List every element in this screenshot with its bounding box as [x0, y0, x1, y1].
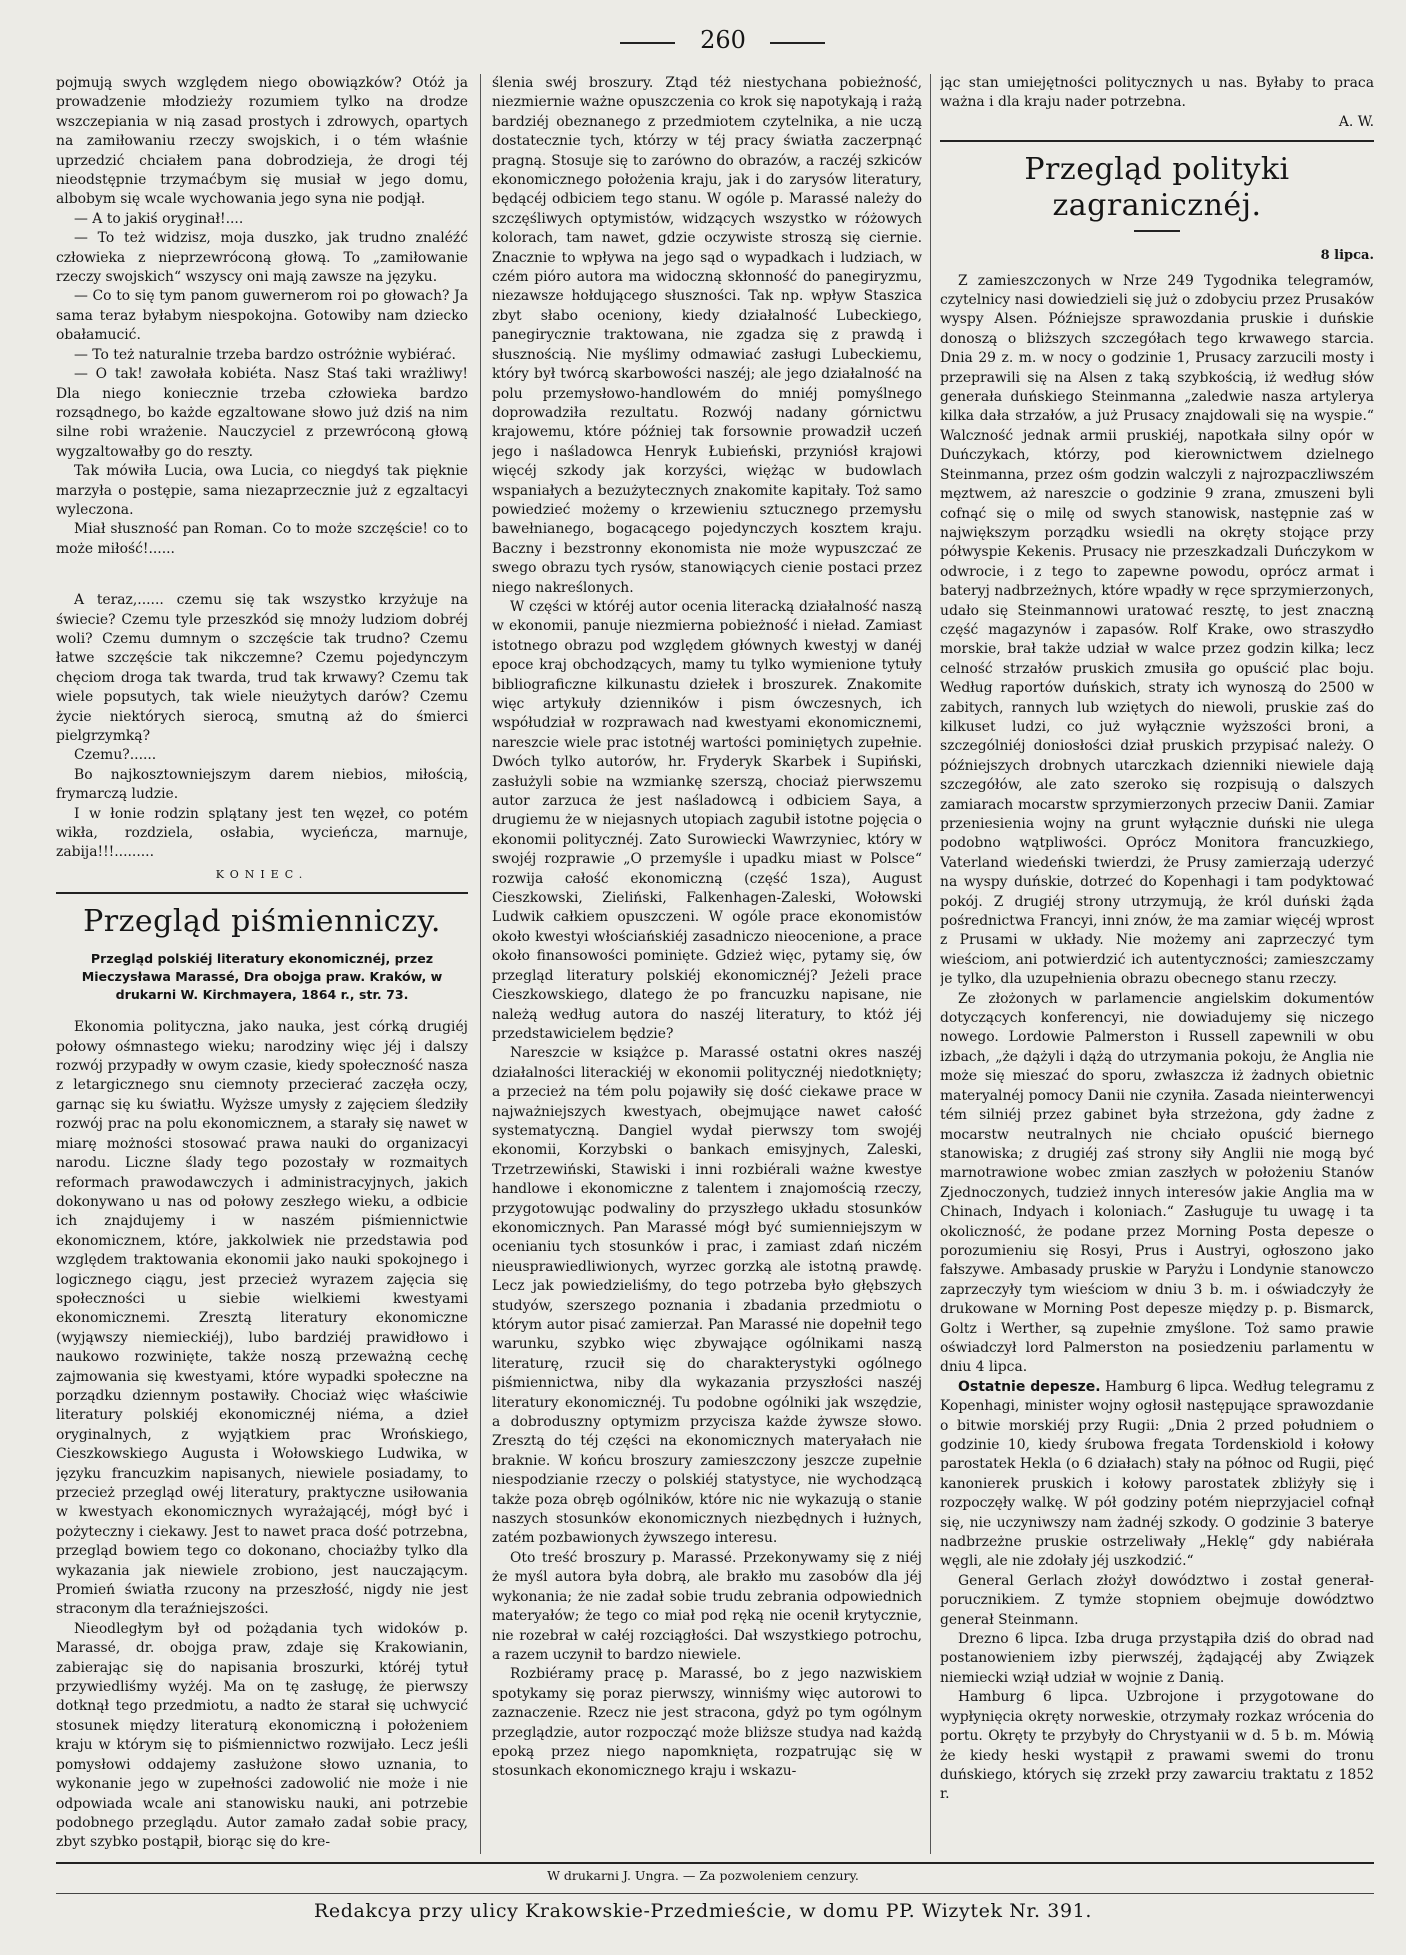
- paragraph: Czemu?......: [74, 747, 157, 764]
- column-divider-1: [480, 74, 481, 1854]
- paragraph: Hamburg 6 lipca. Uzbrojone i przygotowane do wypłynięcia okręty norweskie, otrzymały rozkaz wrócenia do portu. Okręty te przybyły do Chrystyanii w d. 5 b. m. Mówią że kiedy heski wystąpił z prawami swemi do tronu duńskiego, których się zrzekł przy zawarciu traktatu z 1852 r.: [940, 1689, 1374, 1803]
- section-title: Przegląd piśmienniczy.: [83, 904, 441, 940]
- footer-rule-2: [56, 1893, 1374, 1894]
- signature-row: [940, 113, 1374, 132]
- dialogue-line: — A to jakiś oryginał!....: [74, 210, 244, 227]
- paragraph: ślenia swéj broszury. Ztąd téż niestychana pobieżność, niezmiernie ważne opuszczenia co krok się napotykają i rażą bardziéj obeznanego z przedmiotem czytelnika, a nie uczą dostatecznie tych, którzy w téj pracy światła zaczerpnąć pragną. Stosuje się to zarówno do obrazów, a raczéj szkiców ekonomicznego położenia kraju, jak i do zarysów literatury, będącéj odbiciem tego stanu. W ogóle p. Marassé należy do szczęśliwych optymistów, widzących wszystko w różowych kolorach, tam nawet, gdzie oczywiste stroszą się ciernie. Znacznie to wpływa na jego sąd o wypadkach i ludziach, w czém pióro autora ma widoczną skłonność do panegiryzmu, niezawsze hołdującego słuszności. Tak np. wpływ Staszica zbyt słabo oceniony, kiedy działalność Lubeckiego, panegirycznie traktowana, nie zgadza się z prawdą i słusznością. Nie myślimy odmawiać zasługi Lubeckiemu, który był twórcą skarbowości naszéj; ale jego działalność na polu przemysłowo-handlowém do mniéj pomyślnego doprowadziła rezultatu. Rozwój nadany górnictwu krajowemu, które później tak forsownie prowadził uczeń jego i naśladowca Henryk Łubieński, przyniósł krajowi więcéj szkody jak korzyści, więżąc w budowlach wspaniałych a bezużytecznych znakomite kapitały. Toż samo powiedzieć możemy o krzewieniu sztucznego przemysłu bawełnianego, bogacącego pojedynczych kosztem kraju. Baczny i bezstronny ekonomista nie może wypuszczać ze swego obrazu tych rysów, stanowiących cienie postaci przez niego nakreślonych.: [492, 75, 922, 596]
- dateline: 8 lipca.: [1320, 248, 1374, 264]
- column-1: [56, 74, 468, 1854]
- page-number: 260: [700, 26, 746, 54]
- paragraph: Rozbiéramy pracę p. Marassé, bo z jego nazwiskiem spotykamy się poraz pierwszy, winniśmy więc autorowi to zaznaczenie. Rzecz nie jest stracona, gdyż po tym ogólnym przeglądzie, autor rozpocząć może bliższe studya nad każdą epoką przez niego napomknięta, rozpatrując się w stosunkach ekonomicznego kraju i wskazu-: [492, 1666, 922, 1780]
- title-rule: [1134, 230, 1180, 232]
- paragraph: I w łonie rodzin splątany jest ten węzeł, co potém wikła, rozdziela, osłabia, wycieńcza, marnuje, zabija!!!.........: [56, 805, 468, 861]
- column-2: [492, 74, 922, 1854]
- dispatches-label: Ostatnie depesze.: [958, 1378, 1101, 1395]
- column-3: [940, 74, 1374, 1854]
- paragraph: Bo najkosztowniejszym darem niebios, miłością, frymarczą ludzie.: [56, 766, 468, 803]
- header-rule-right: [770, 42, 825, 44]
- footer-rule: [56, 1862, 1374, 1864]
- header-rule-left: [620, 42, 675, 44]
- dialogue-line: — To też widzisz, moja duszko, jak trudno znaléźć człowieka z nieprzewróconą głową. To „zamiłowanie rzeczy swojskich“ wszyscy oni mają zawsze na języku.: [56, 230, 468, 286]
- paragraph: Z zamieszczonych w Nrze 249 Tygodnika telegramów, czytelnicy nasi dowiedzieli się już o zdobyciu przez Prusaków wyspy Alsen. Późniejsze sprawozdania pruskie i duńskie donoszą o bliższych szczegółach tego krwawego starcia. Dnia 29 z. m. w nocy o godzinie 1, Prusacy zarzucili mosty i przeprawili się na Alsen z taką szybkością, iż według słów generała duńskiego Steinmanna „zaledwie nasza artylerya kilka dała strzałów, a już Prusacy znajdowali się na wyspie.“ Walczność jednak armii pruskiéj, napotkała silny opór w Duńczykach, którzy, pod kierownictwem dzielnego Steinmanna, przez ośm godzin walczyli z najrozpaczliwszém męztwem, aż nareszcie o godzinie 9 zrana, zmuszeni byli cofnąć się o milę od swych stanowisk, następnie zaś w największym porządku wsiedli na okręty stojące przy półwyspie Kekenis. Prusacy nie przeszkadzali Duńczykom w odwrocie, i z tego to zapewne powodu, oprócz armat i bateryj nadbrzeżnych, które wpadły w ręce sprzymierzonych, udało się Steinmannowi uratować resztę, to jest znaczną część magazynów i zapasów. Rolf Krake, owo straszydło morskie, brał także udział w walce przez godzin kilka; lecz celność strzałów pruskich zmusiła go opuścić plac boju. Według raportów duńskich, straty ich wynoszą do 2500 w zabitych, rannych lub wziętych do niewoli, pruskie zaś do kilkuset ludzi, co już wyłącznie wyższości broni, a szczególniéj doniosłości dział pruskich przypisać należy. O późniejszych drobnych utarczkach dzienniki niewiele dają szczegółów, ale zato szeroko się rozpisują o dalszych zamiarach mocarstw sprzymierzonych przeciw Danii. Zamiar przeniesienia wojny na grunt wyłącznie duński nie ulega podobno wątpliwości. Oprócz Monitora francuzkiego, Vaterland wiedeński twierdzi, że Prusy zamierzają uderzyć na wyspy duńskie, dotrzeć do Kopenhagi i tam podyktować pokój. Z drugiéj strony utrzymują, że król duński żąda pośrednictwa Francyi, inni znów, że ma zamiar więcéj wprost z Prusami w układy. Nie możemy ani zaprzeczyć tym wieściom, ani potwierdzić ich autentyczności; zamieszczamy je tylko, dla uzupełnienia obrazu obecnego stanu rzeczy.: [940, 272, 1374, 988]
- dialogue-line: — Co to się tym panom guwernerom roi po głowach? Ja sama teraz byłabym niespokojna. Gotowiby nam dziecko obałamucić.: [56, 288, 468, 344]
- paragraph: Miał słuszność pan Roman. Co to może szczęście! co to może miłość!......: [56, 521, 468, 557]
- section-rule: [940, 140, 1374, 142]
- paragraph: Ze złożonych w parlamencie angielskim dokumentów dotyczących konferencyi, nie dowiadujemy się niczego nowego. Lordowie Palmerston i Russell zapewnili w obu izbach, „że dążyli i dążą do utrzymania pokoju, że Anglia nie może się mieszać do sporu, zwłaszcza iż żadnych obietnic materyalnéj pomocy Danii nie czyniła. Zasada nieinterwencyi tém silniéj przez gabinet była strzeżona, gdy żadne z mocarstw neutralnych nie chciało opuścić biernego stanowiska; z drugiéj zaś strony siły Anglii nie mogą być marnotrawione wobec zmian zaszłych w położeniu Stanów Zjednoczonych, tudzież innych interesów jakie Anglia ma w Chinach, Indyach i koloniach.“ Zasługuje tu uwagę i ta okoliczność, że podane przez Morning Posta depesze o porozumieniu się Rosyi, Prus i Austryi, ogłoszono jako fałszywe. Ambasady pruskie w Paryżu i Londynie stanowczo zaprzeczyły tym wieściom w dniu 3 b. m. i oświadczyły że drukowane w Morning Post depesze między p. p. Bismarck, Goltz i Werther, są zupełnie zmyślone. Toż samo prawie oświadczył lord Palmerston na posiedzeniu parlamentu w dniu 4 lipca.: [940, 990, 1374, 1376]
- dialogue-line: — O tak! zawołała kobiéta. Nasz Staś taki wrażliwy! Dla niego koniecznie trzeba człowieka bardzo rozsądnego, bo każde egzaltowane słowo już dziś na nim silne robi wrażenie. Nauczyciel z przewróconą głową wygzaltowałby go do reszty.: [56, 366, 468, 460]
- paragraph: Nareszcie w książce p. Marassé ostatni okres naszéj działalności literackiéj w ekonomii politycznéj niedotknięty; a przecież na tém polu pojawiły się dość ciekawe prace w najważniejszych kwestyach, obejmujące nawet całość systematyczną. Dangiel wydał pierwszy tom swojéj ekonomii, Korzybski o bankach emisyjnych, Zaleski, Trzetrzewiński, Stawiski i inni rozbiérali ważne kwestye handlowe i ekonomiczne z talentem i znajomością rzeczy, przygotowując podwaliny do przyszłego układu stosunków ekonomicznych. Pan Marassé mógł być sumienniejszym w ocenianiu tych stosunków i prac, i zamiast zdań niczém nieusprawiedliwionych, wyrzec gorzką ale istotną prawdę. Lecz jak powiedzieliśmy, do tego potrzeba było głębszych studyów, szerszego poznania i zbadania przedmiotu o którym autor pisać zamierzał. Pan Marassé nie dopełnił tego warunku, szybko więc zbywające ogólnikami naszą literaturę, rzucił się do charakterystyki ogólnego piśmiennictwa, niby dla wykazania przyszłości naszéj literatury ekonomicznéj. Tu podobne ogólniki jak wszędzie, a dobroduszny optymizm przycisza każde żywsze słowo. Zresztą do téj części na ekonomicznych materyałach nie braknie. W końcu broszury zamieszczony jeszcze zupełnie niespodzianie rzeczy o polskiéj statystyce, nie wychodzącą także poza obręb ogólników, które nic nie wykazują o stanie naszych stosunków ekonomicznych niezbędnych i łużnych, zatém pozbawionych żywszego interesu.: [492, 1045, 922, 1547]
- paragraph: pojmują swych względem niego obowiązków? Otóż ja prowadzenie młodzieży rozumiem tylko na drodze wszczepiania w nią zasad prostych i zdrowych, opartych na zamiłowaniu rzeczy swojskich, i o tém właśnie uprzedzić chciałem pana dobrodzieja, że drogi téj nieodstępnie trzymaćbym się musiał w jego domu, albobym się wcale wychowania jego syna nie podjął.: [56, 75, 468, 208]
- paragraph: Tak mówiła Lucia, owa Lucia, co niegdyś tak pięknie marzyła o postępie, sama niezaprzecznie już z egzaltacyi wyleczona.: [56, 463, 468, 518]
- section-title: Przegląd polityki zagranicznéj.: [1024, 152, 1290, 224]
- paragraph: W części w któréj autor ocenia literacką działalność naszą w ekonomii, panuje niezmierna pobieżność i nieład. Zamiast istotnego obrazu pod względem głównych kwestyj w danéj epoce kraj obchodzących, mamy tu tylko wymienione tytuły bibliograficzne kilkunastu dziełek i broszurek. Znakomite więc artykuły dzienników i pism ówczesnych, ich współudział w rozprawach nad kwestyami ekonomicznemi, nareszcie wiele prac istotnéj wartości pominiętych zupełnie. Dwóch tylko autorów, hr. Fryderyk Skarbek i Supiński, zasłużyli sobie na wzmiankę szerszą, chociaż pierwszemu autor zarzuca że jest naśladowcą i odbiciem Saya, a drugiemu że w niejasnych utopiach zagubił istotne pojęcia o ekonomii politycznéj. Zato Surowiecki Wawrzyniec, który w swojéj rozprawie „O przemyśle i upadku miast w Polsce“ rozwija całość ekonomiczną (część 1sza), August Cieszkowski, Zieliński, Falkenhagen-Zaleski, Wołowski Ludwik całkiem opuszczeni. W ogóle prace ekonomistów około kwestyi włościańskiéj zasadniczo nieocenione, a prace około finansowości pominięte. Gdzież więc, pytamy się, ów przegląd literatury polskiéj ekonomicznéj? Jeżeli prace Cieszkowskiego, dlatego że po francuzku napisane, nie należą według autora do naszéj literatury, to któż jéj przedstawicielem będzie?: [492, 598, 922, 1042]
- book-title: Przegląd polskiéj literatury ekonomicznéj, przez Mieczysława Marassé, Dra obojga praw. Kraków, w drukarni W. Kirchmayera, 1864 r., str. 73.: [81, 951, 443, 1003]
- column-divider-2: [930, 74, 931, 1854]
- author-initials: A. W.: [1338, 113, 1374, 130]
- section-rule: [56, 892, 468, 894]
- dialogue-line: — To też naturalnie trzeba bardzo ostróżnie wybiérać.: [74, 346, 456, 363]
- end-marker: KONIEC.: [215, 867, 309, 881]
- paragraph: Nieodległym był od pożądania tych widoków p. Marassé, dr. obojga praw, zdaje się Krakowianin, zabierając się do napisania broszurki, któréj tytuł przywiedliśmy wyżéj. Ma on tę zasługę, że pierwszy dotknął tego przedmiotu, a nadto że starał się uchwycić stosunek między literaturą ekonomiczną i położeniem kraju w którym się to piśmiennictwo rozwijało. Lecz jeśli pomysłowi oddajemy zasłużone słowo uznania, to wykonanie jego w zupełności zadowolić nie może i nie odpowiada wcale ani stanowisku nauki, ani potrzebie podobnego przeglądu. Autor zamało zadał sobie pracy, zbyt szybko postąpił, biorąc się do kre-: [56, 1620, 468, 1851]
- editorial-address: Redakcya przy ulicy Krakowskie-Przedmieście, w domu PP. Wizytek Nr. 391.: [313, 1900, 1092, 1922]
- paragraph: General Gerlach złożył dowództwo i został generał-porucznikiem. Z tymże stopniem obejmuje dowództwo generał Steinmann.: [940, 1572, 1374, 1628]
- spacer: [56, 559, 468, 591]
- paragraph: A teraz,...... czemu się tak wszystko krzyżuje na świecie? Czemu tyle przeszkód się mnoży ludziom dobréj woli? Czemu dumnym o szczęście tak trudno? Czemu łatwe szczęście tak nikczemne? Czemu pojedynczym chęciom droga tak twarda, trud tak krwawy? Czemu tak wiele popsutych, tak wiele nieużytych darów? Czemu życie niektórych sierocą, smutną aż do śmierci pielgrzymką?: [56, 592, 468, 744]
- paragraph: Oto treść broszury p. Marassé. Przekonywamy się z niéj że myśl autora była dobrą, ale brakło mu zasobów dla jéj wykonania; że nie zadał sobie trudu zebrania odpowiednich materyałów; że tego co miał pod ręką nie ocenił krytycznie, nie rozebrał w całéj rozciągłości. Dał wszystkiego potrochu, a razem uczynił to bardzo niewiele.: [492, 1549, 922, 1663]
- paragraph: jąc stan umiejętności politycznych u nas. Byłaby to praca ważna i dla kraju nader potrzebna.: [940, 75, 1374, 111]
- latest-dispatches: [940, 1378, 1374, 1572]
- dispatch-text: Hamburg 6 lipca. Według telegramu z Kopenhagi, minister wojny ogłosił następujące sprawozdanie o bitwie morskiéj przy Rugii: „Dnia 2 przed południem o godzinie 10, kiedy śrubowa fregata Tordenskiold i kołowy parostatek Hekla (o 6 działach) stały na północ od Rugii, pięć kanonierek pruskich i kołowy parostatek zbliżyły się i rozpoczęły walkę. W pół godziny potém nieprzyjaciel cofnął się, nie uczyniwszy nam żadnéj szkody. O godzinie 3 bateryе nadbrzeżne pruskie ostrzeliwały „Heklę“ gdy nabiérała węgli, ale nie zdołały jéj uszkodzić.“: [940, 1378, 1374, 1570]
- paragraph: Ekonomia polityczna, jako nauka, jest córką drugiéj połowy ośmnastego wieku; narodziny więc jéj i dalszy rozwój przypadły w owym czasie, kiedy społeczność nasza z letargicznego snu ciemnoty przecierać zaczęła oczy, garnąc się ku światłu. Wyższe umysły z zajęciem śledziły rozwój prac na polu ekonomicznem, a starały się nawet w miarę możności stosować prawa nauki do organizacyi narodu. Liczne ślady tego pozostały w rozmaitych reformach prawodawczych i administracyjnych, jakich dokonywano u nas od połowy zeszłego wieku, a odbicie ich znajdujemy i w naszém piśmiennictwie ekonomicznem, które, jakkolwiek nie przedstawia pod względem traktowania ekonomii jako nauki spokojnego i logicznego ciągu, jest przecież wyrazem zajęcia się społeczności u siebie wielkiemi kwestyami ekonomicznemi. Zresztą literatury ekonomiczne (wyjąwszy niemieckiéj), lubo bardziéj prawidłowo i naukowo rozwinięte, także noszą przeważną cechę zajmowania się kwestyami, które wypadki społeczne na porządku dziennym postawiły. Chociaż więc właściwie literatury polskiéj ekonomicznéj niéma, a dzieł oryginalnych, z wyjątkiem prac Wrońskiego, Cieszkowskiego Augusta i Wołowskiego Ludwika, w języku francuzkim napisanych, niewiele posiadamy, to przecież przegląd owéj literatury, praktyczne usiłowania w kwestyach ekonomicznych wyrażającéj, mógł być i pożyteczny i ciekawy. Jest to nawet praca dość potrzebna, przegląd bowiem tego co dokonano, chociażby tylko dla wykazania jak niewiele zrobiono, jest nauczającym. Promień światła rzucony na przeszłość, nigdy nie jest straconym dla teraźniejszości.: [56, 1019, 468, 1618]
- page-header: [0, 22, 1406, 62]
- paragraph: Drezno 6 lipca. Izba druga przystąpiła dziś do obrad nad postanowieniem izby pierwszéj, żądającéj aby Związek niemiecki wziął udział w wojnie z Danią.: [940, 1631, 1374, 1686]
- printer-note: W drukarni J. Ungra. — Za pozwoleniem cenzury.: [547, 1868, 859, 1883]
